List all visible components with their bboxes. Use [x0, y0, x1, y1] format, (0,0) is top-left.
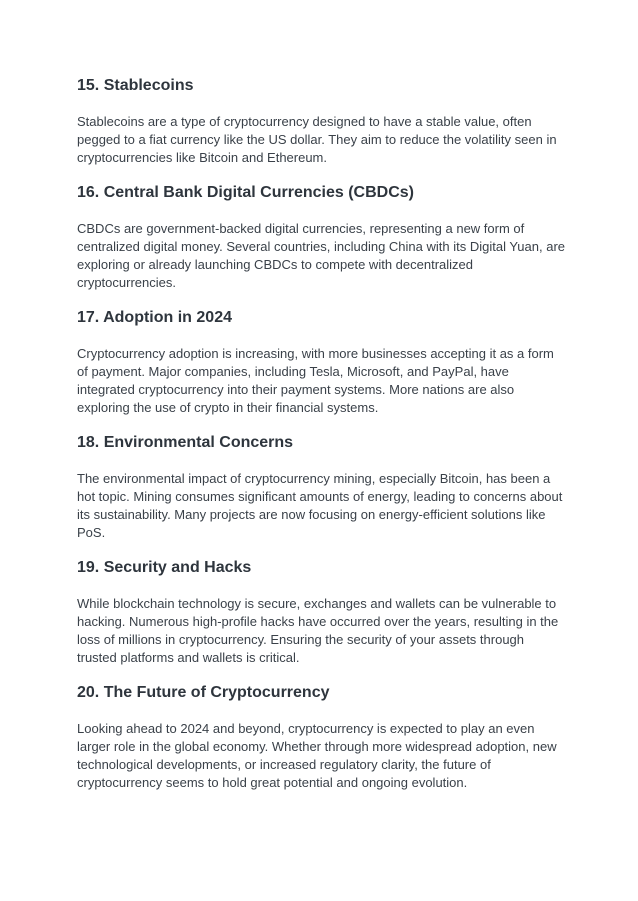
- section-heading: 17. Adoption in 2024: [77, 309, 232, 326]
- paragraph-line: hacking. Numerous high-profile hacks have occurred over the years, resulting in the: [77, 614, 559, 629]
- document-page: [77, 76, 577, 792]
- paragraph-line: hot topic. Mining consumes significant amounts of energy, leading to concerns about: [77, 489, 563, 504]
- section-future: [77, 683, 577, 792]
- section-heading: 19. Security and Hacks: [77, 559, 252, 576]
- paragraph-line: of payment. Major companies, including Tesla, Microsoft, and PayPal, have: [77, 364, 509, 379]
- section-heading: 16. Central Bank Digital Currencies (CBDCs): [77, 184, 414, 201]
- paragraph-line: larger role in the global economy. Whether through more widespread adoption, new: [77, 739, 557, 754]
- paragraph-line: Stablecoins are a type of cryptocurrency designed to have a stable value, often: [77, 114, 532, 129]
- paragraph-line: exploring or already launching CBDCs to compete with decentralized: [77, 257, 473, 272]
- paragraph-line: its sustainability. Many projects are now focusing on energy-efficient solutions like: [77, 507, 546, 522]
- paragraph-line: exploring the use of crypto in their financial systems.: [77, 400, 379, 415]
- paragraph-line: cryptocurrency seems to hold great potential and ongoing evolution.: [77, 775, 468, 790]
- paragraph-line: loss of millions in cryptocurrency. Ensuring the security of your assets through: [77, 632, 525, 647]
- section-heading: 18. Environmental Concerns: [77, 434, 294, 451]
- paragraph-line: CBDCs are government-backed digital currencies, representing a new form of: [77, 221, 525, 236]
- section-paragraph: [77, 345, 577, 417]
- paragraph-line: PoS.: [77, 525, 106, 540]
- paragraph-line: Looking ahead to 2024 and beyond, cryptocurrency is expected to play an even: [77, 721, 535, 736]
- section-cbdcs: [77, 183, 577, 292]
- paragraph-line: technological developments, or increased regulatory clarity, the future of: [77, 757, 491, 772]
- section-heading: 20. The Future of Cryptocurrency: [77, 684, 330, 701]
- paragraph-line: cryptocurrencies.: [77, 275, 176, 290]
- paragraph-line: centralized digital money. Several countries, including China with its Digital Yuan, are: [77, 239, 566, 254]
- section-paragraph: [77, 595, 577, 667]
- section-paragraph: [77, 720, 577, 792]
- section-environmental: [77, 433, 577, 542]
- section-paragraph: [77, 470, 577, 542]
- paragraph-line: cryptocurrencies like Bitcoin and Ethereum.: [77, 150, 328, 165]
- section-paragraph: [77, 220, 577, 292]
- paragraph-line: While blockchain technology is secure, exchanges and wallets can be vulnerable to: [77, 596, 557, 611]
- section-stablecoins: [77, 76, 577, 167]
- section-heading: 15. Stablecoins: [77, 77, 194, 94]
- paragraph-line: trusted platforms and wallets is critical.: [77, 650, 300, 665]
- paragraph-line: pegged to a fiat currency like the US dollar. They aim to reduce the volatility seen in: [77, 132, 557, 147]
- paragraph-line: integrated cryptocurrency into their payment systems. More nations are also: [77, 382, 515, 397]
- paragraph-line: Cryptocurrency adoption is increasing, with more businesses accepting it as a form: [77, 346, 554, 361]
- section-security: [77, 558, 577, 667]
- section-adoption: [77, 308, 577, 417]
- section-paragraph: [77, 113, 577, 167]
- paragraph-line: The environmental impact of cryptocurrency mining, especially Bitcoin, has been a: [77, 471, 551, 486]
